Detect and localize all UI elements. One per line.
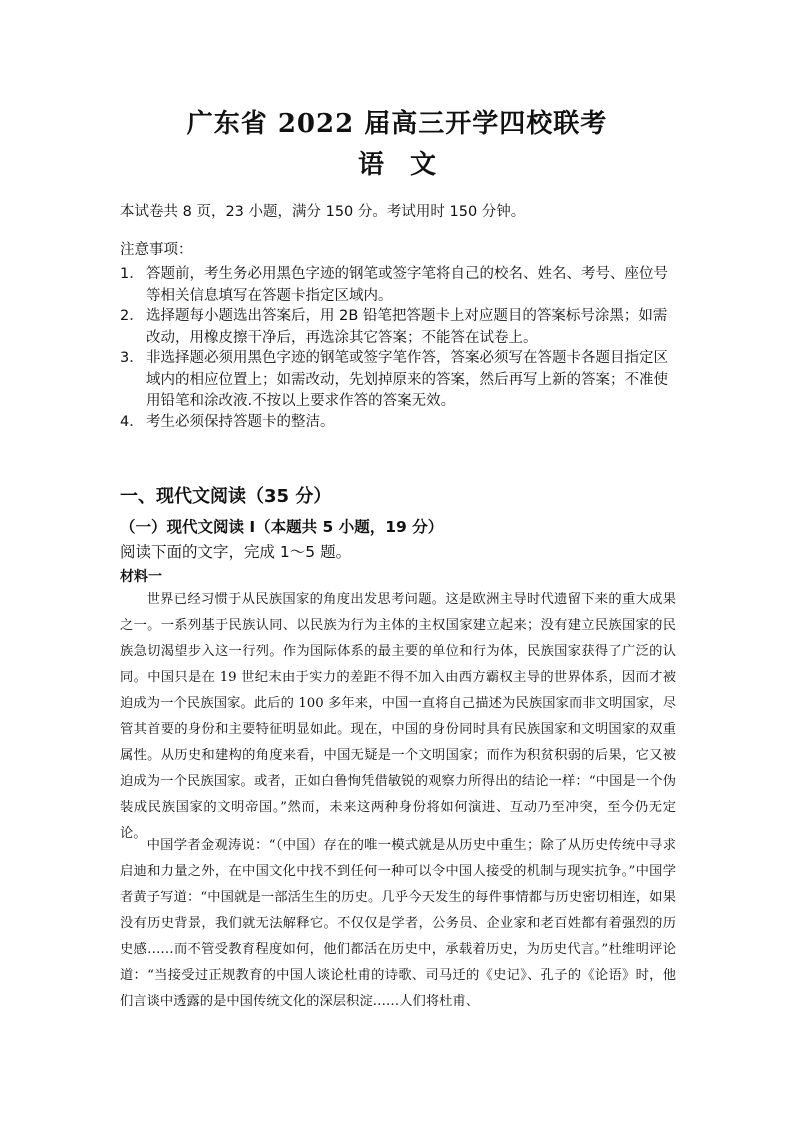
notice-item-text: 考生必须保持答题卡的整洁。	[146, 414, 335, 430]
exam-subject: 语 文	[357, 150, 436, 180]
notice-title: 注意事项：	[120, 242, 193, 258]
notice-item	[120, 412, 676, 434]
exam-title: 广东省 2022 届高三开学四校联考	[186, 109, 608, 139]
notice-item	[120, 264, 676, 307]
exam-info: 本试卷共 8 页，23 小题，满分 150 分。考试用时 150 分钟。	[120, 204, 526, 220]
notice-item-text: 答题前，考生务必用黑色字迹的钢笔或签字笔将自己的校名、姓名、考号、座位号等相关信息填写在答题卡指定区域内。	[146, 266, 668, 304]
section-title: 一、现代文阅读（35 分）	[120, 486, 332, 507]
notice-item-number: 4．	[120, 414, 144, 430]
notice-item-text: 非选择题必须用黑色字迹的钢笔或签字笔作答，答案必须写在答题卡各题目指定区域内的相应位置上；如需改动，先划掉原来的答案，然后再写上新的答案；不准使用铅笔和涂改液.不按以上要求作答的答案无效。	[146, 350, 668, 409]
notice-item-number: 3．	[120, 350, 144, 366]
notice-item-number: 1．	[120, 266, 144, 282]
notice-item	[120, 348, 676, 413]
notice-item-number: 2．	[120, 308, 144, 324]
passage-paragraph: 世界已经习惯于从民族国家的角度出发思考问题。这是欧洲主导时代遗留下来的重大成果之一。一系列基于民族认同、以民族为行为主体的主权国家建立起来；没有建立民族国家的民族急切渴望步入这一行列。作为国际体系的最主要的单位和行为体，民族国家获得了广泛的认同。中国只是在 19 世纪末由于实力的差距不得不加入由西方霸权主导的世界体系，因而才被迫成为一个民族国家。此后的 100 多年来，中国一直将自己描述为民族国家而非文明国家，尽管其首要的身份和主要特征明显如此。现在，中国的身份同时具有民族国家和文明国家的双重属性。从历史和建构的角度来看，中国无疑是一个文明国家；而作为积贫积弱的后果，它又被迫成为一个民族国家。或者，正如白鲁恂凭借敏锐的观察力所得出的结论一样：“中国是一个伪装成民族国家的文明帝国。”然而，未来这两种身份将如何演进、互动乃至冲突，至今仍无定论。	[120, 592, 676, 841]
notice-item	[120, 306, 676, 349]
notice-item-text: 选择题每小题选出答案后，用 2B 铅笔把答题卡上对应题目的答案标号涂黑；如需改动，用橡皮擦干净后，再选涂其它答案；不能答在试卷上。	[146, 308, 668, 346]
passage-paragraph: 中国学者金观涛说：“（中国）存在的唯一模式就是从历史中重生；除了从历史传统中寻求启迪和力量之外，在中国文化中找不到任何一种可以令中国人接受的机制与现实抗争。”中国学者黄子写道：“中国就是一部活生生的历史。几乎今天发生的每件事情都与历史密切相连，如果没有历史背景，我们就无法解释它。不仅仅是学者，公务员、企业家和老百姓都有着强烈的历史感……而不管受教育程度如何，他们都活在历史中，承载着历史，为历史代言。”杜维明评论道：“当接受过正规教育的中国人谈论杜甫的诗歌、司马迁的《史记》、孔子的《论语》时，他们言谈中透露的是中国传统文化的深层积淀……人们将杜甫、	[120, 838, 676, 1009]
subsection-title: （一）现代文阅读 I（本题共 5 小题，19 分）	[120, 518, 444, 536]
material-label: 材料一	[120, 569, 162, 585]
reading-instruction: 阅读下面的文字，完成 1～5 题。	[120, 543, 352, 561]
